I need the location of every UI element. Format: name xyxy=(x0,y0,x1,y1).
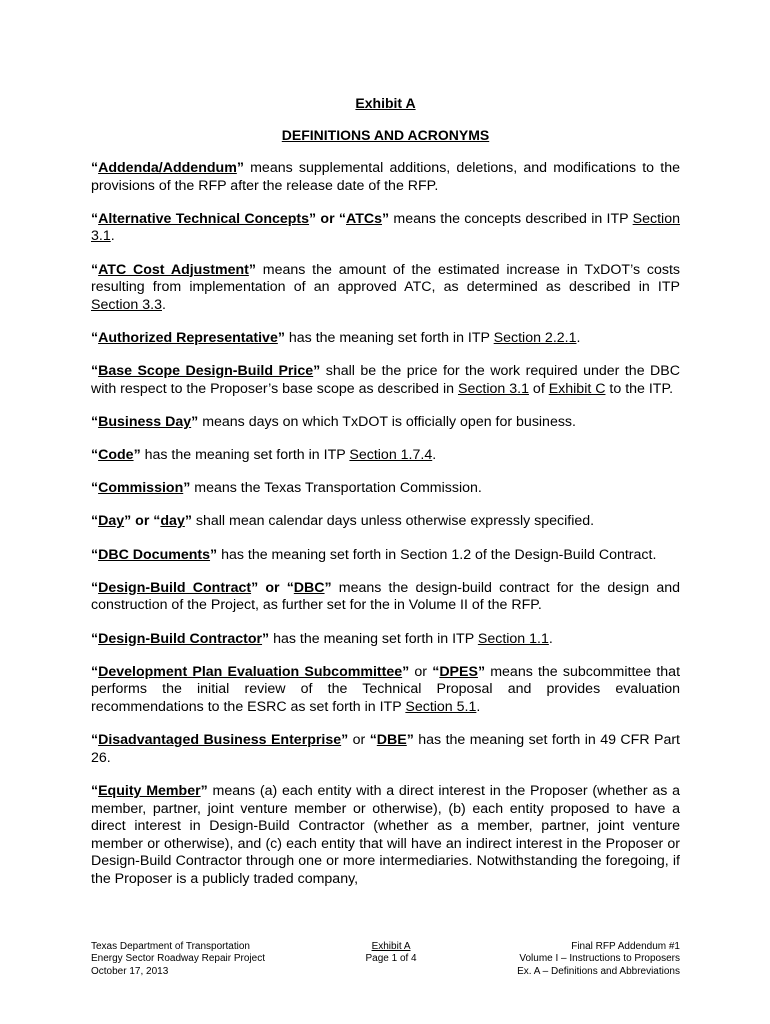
definition-paragraph xyxy=(91,513,680,531)
definition-text: . xyxy=(548,630,553,647)
definition-paragraph xyxy=(91,330,680,348)
definition-text: ” xyxy=(210,546,218,563)
definition-text: shall mean calendar days unless otherwise expressly specified. xyxy=(191,513,595,530)
footer-agency: Texas Department of Transportation xyxy=(91,941,250,952)
section-reference-link[interactable]: Section 2.2.1 xyxy=(493,329,577,346)
definition-paragraph xyxy=(91,580,680,615)
section-reference-link[interactable]: Section 3.1 xyxy=(457,380,529,397)
defined-term: Business Day xyxy=(98,413,192,430)
definition-text: “ xyxy=(91,413,99,430)
definition-text: “ xyxy=(369,732,377,749)
definition-text: “ xyxy=(91,329,99,346)
definition-text: ” xyxy=(236,160,244,176)
definition-text: “ xyxy=(91,363,99,380)
footer-exhibit-link[interactable]: Exhibit A xyxy=(371,941,411,952)
section-reference-link[interactable]: Section 1.7.4 xyxy=(349,447,433,464)
definition-text: ” xyxy=(277,329,285,346)
definition-text: to the ITP. xyxy=(605,380,674,397)
definition-paragraph xyxy=(91,262,680,315)
definitions-list xyxy=(91,160,680,904)
defined-term: Authorized Representative xyxy=(98,329,278,346)
definition-text: ” or “ xyxy=(124,513,161,530)
definition-text: means the Texas Transportation Commission. xyxy=(190,480,482,497)
defined-term: Disadvantaged Business Enterprise xyxy=(98,732,342,749)
definition-text: means days on which TxDOT is officially open for business. xyxy=(198,413,576,430)
defined-term: ATC Cost Adjustment xyxy=(98,261,249,278)
definition-text: ” or “ xyxy=(309,210,347,227)
exhibit-title: Exhibit A xyxy=(355,95,416,111)
definition-text: means the amount of the estimated increase in TxDOT’s costs resulting from implementation of an approved ATC, as determined as described in ITP xyxy=(91,261,680,296)
definition-text: . xyxy=(162,296,166,313)
definition-text: means the subcommittee that performs the initial review of the Technical Proposal and provides evaluation recommendations to the ESRC as set forth in ITP xyxy=(91,663,681,715)
definition-paragraph xyxy=(91,631,680,649)
section-reference-link[interactable]: Section 3.1 xyxy=(91,210,680,245)
defined-term: DBC Documents xyxy=(98,546,211,563)
defined-term: day xyxy=(160,513,185,530)
definition-text: ” or “ xyxy=(251,579,294,596)
defined-term: DBE xyxy=(376,732,407,749)
definition-text: ” xyxy=(133,447,141,464)
definition-text: “ xyxy=(91,513,99,530)
definition-text: . xyxy=(432,447,437,464)
definition-text: ” xyxy=(324,579,332,596)
definition-text: ” xyxy=(313,363,321,380)
definition-paragraph xyxy=(91,547,680,565)
defined-term: ATCs xyxy=(346,210,383,227)
defined-term: Code xyxy=(98,447,134,464)
defined-term: Day xyxy=(98,513,125,530)
footer-right xyxy=(517,941,680,978)
defined-term: Development Plan Evaluation Subcommittee xyxy=(98,663,403,680)
definition-text: ” xyxy=(184,513,192,530)
section-reference-link[interactable]: Exhibit C xyxy=(548,380,606,397)
definition-text: “ xyxy=(91,782,99,799)
definition-text: or xyxy=(348,732,370,749)
definition-text: of xyxy=(528,380,549,397)
definition-text: “ xyxy=(91,480,99,497)
definition-paragraph xyxy=(91,160,680,195)
section-title: DEFINITIONS AND ACRONYMS xyxy=(281,127,490,143)
definition-text: . xyxy=(576,329,581,346)
definition-text: ” xyxy=(477,663,486,680)
defined-term: Design-Build Contract xyxy=(98,579,252,596)
section-reference-link[interactable]: Section 3.3 xyxy=(91,296,162,313)
definition-text: “ xyxy=(91,447,99,464)
definition-text: has the meaning set forth in 49 CFR Part 26. xyxy=(91,732,681,766)
definition-paragraph xyxy=(91,783,680,889)
definition-text: ” xyxy=(382,210,390,227)
defined-term: DPES xyxy=(439,663,478,680)
definition-text: means supplemental additions, deletions, and modifications to the provisions of the RFP after the release date of the RFP. xyxy=(91,160,680,194)
definition-text: “ xyxy=(91,579,99,596)
definition-text: “ xyxy=(91,663,99,680)
section-reference-link[interactable]: Section 5.1 xyxy=(405,699,477,715)
definition-text: “ xyxy=(91,732,99,749)
defined-term: Commission xyxy=(98,480,184,497)
definition-text: has the meaning set forth in Section 1.2 of the Design-Build Contract. xyxy=(217,546,657,563)
definition-text: “ xyxy=(91,630,99,647)
footer-date: October 17, 2013 xyxy=(91,965,169,977)
defined-term: DBC xyxy=(293,579,325,596)
footer-left xyxy=(91,941,265,978)
definition-text: or xyxy=(409,663,433,680)
definition-paragraph xyxy=(91,447,680,465)
definition-text: ” xyxy=(191,413,199,430)
definition-text: shall be the price for the work required under the DBC with respect to the Proposer’s base scope as described in xyxy=(91,363,681,397)
definition-text: ” xyxy=(183,480,191,497)
definition-text: means the concepts described in ITP xyxy=(389,210,633,227)
definition-text: ” xyxy=(262,630,270,647)
definition-text: . xyxy=(476,699,481,715)
definition-text: “ xyxy=(91,210,99,227)
definition-text: ” xyxy=(341,732,349,749)
defined-term: Equity Member xyxy=(98,782,201,799)
definition-text: “ xyxy=(432,663,440,680)
definition-paragraph xyxy=(91,480,680,498)
definition-text: has the meaning set forth in ITP xyxy=(140,447,350,464)
definition-text: “ xyxy=(91,261,99,278)
definition-paragraph xyxy=(91,732,680,767)
definition-paragraph xyxy=(91,414,680,432)
footer-center xyxy=(365,941,416,978)
definition-text: ” xyxy=(406,732,414,749)
footer-exhibit-desc: Ex. A – Definitions and Abbreviations xyxy=(517,965,680,977)
section-reference-link[interactable]: Section 1.1 xyxy=(477,630,549,647)
footer-volume: Volume I – Instructions to Proposers xyxy=(519,953,680,965)
definition-text: ” xyxy=(200,782,208,799)
footer-project: Energy Sector Roadway Repair Project xyxy=(91,953,265,965)
definition-text: ” xyxy=(402,663,410,680)
defined-term: Design-Build Contractor xyxy=(98,630,263,647)
definition-text: has the meaning set forth in ITP xyxy=(284,329,494,346)
definition-text: ” xyxy=(248,261,256,278)
footer-addendum: Final RFP Addendum #1 xyxy=(571,941,680,952)
defined-term: Addenda/Addendum xyxy=(98,160,237,176)
definition-text: means (a) each entity with a direct interest in the Proposer (whether as a member, partner, joint venture member or otherwise), (b) each entity proposed to have a direct interest in Design-Build Contractor (whether as a member, partner, joint venture member or otherwise), and (c) each entity that will have an indirect interest in the Proposer or Design-Build Contractor through one or more intermediaries. Notwithstanding the foregoing, if the Proposer is a publicly traded company, xyxy=(91,782,680,887)
definition-text: . xyxy=(110,228,115,245)
definition-text: “ xyxy=(91,546,99,563)
defined-term: Base Scope Design-Build Price xyxy=(98,363,314,380)
footer-page-number: Page 1 of 4 xyxy=(365,953,417,965)
definition-text: “ xyxy=(91,160,99,176)
definition-text: has the meaning set forth in ITP xyxy=(269,630,478,647)
page-footer xyxy=(91,941,680,978)
definition-paragraph xyxy=(91,211,680,246)
definition-paragraph xyxy=(91,664,680,717)
definition-text: means the design-build contract for the design and construction of the Project, as further set for the in Volume II of the RFP. xyxy=(91,579,680,614)
defined-term: Alternative Technical Concepts xyxy=(98,210,310,227)
definition-paragraph xyxy=(91,363,680,398)
